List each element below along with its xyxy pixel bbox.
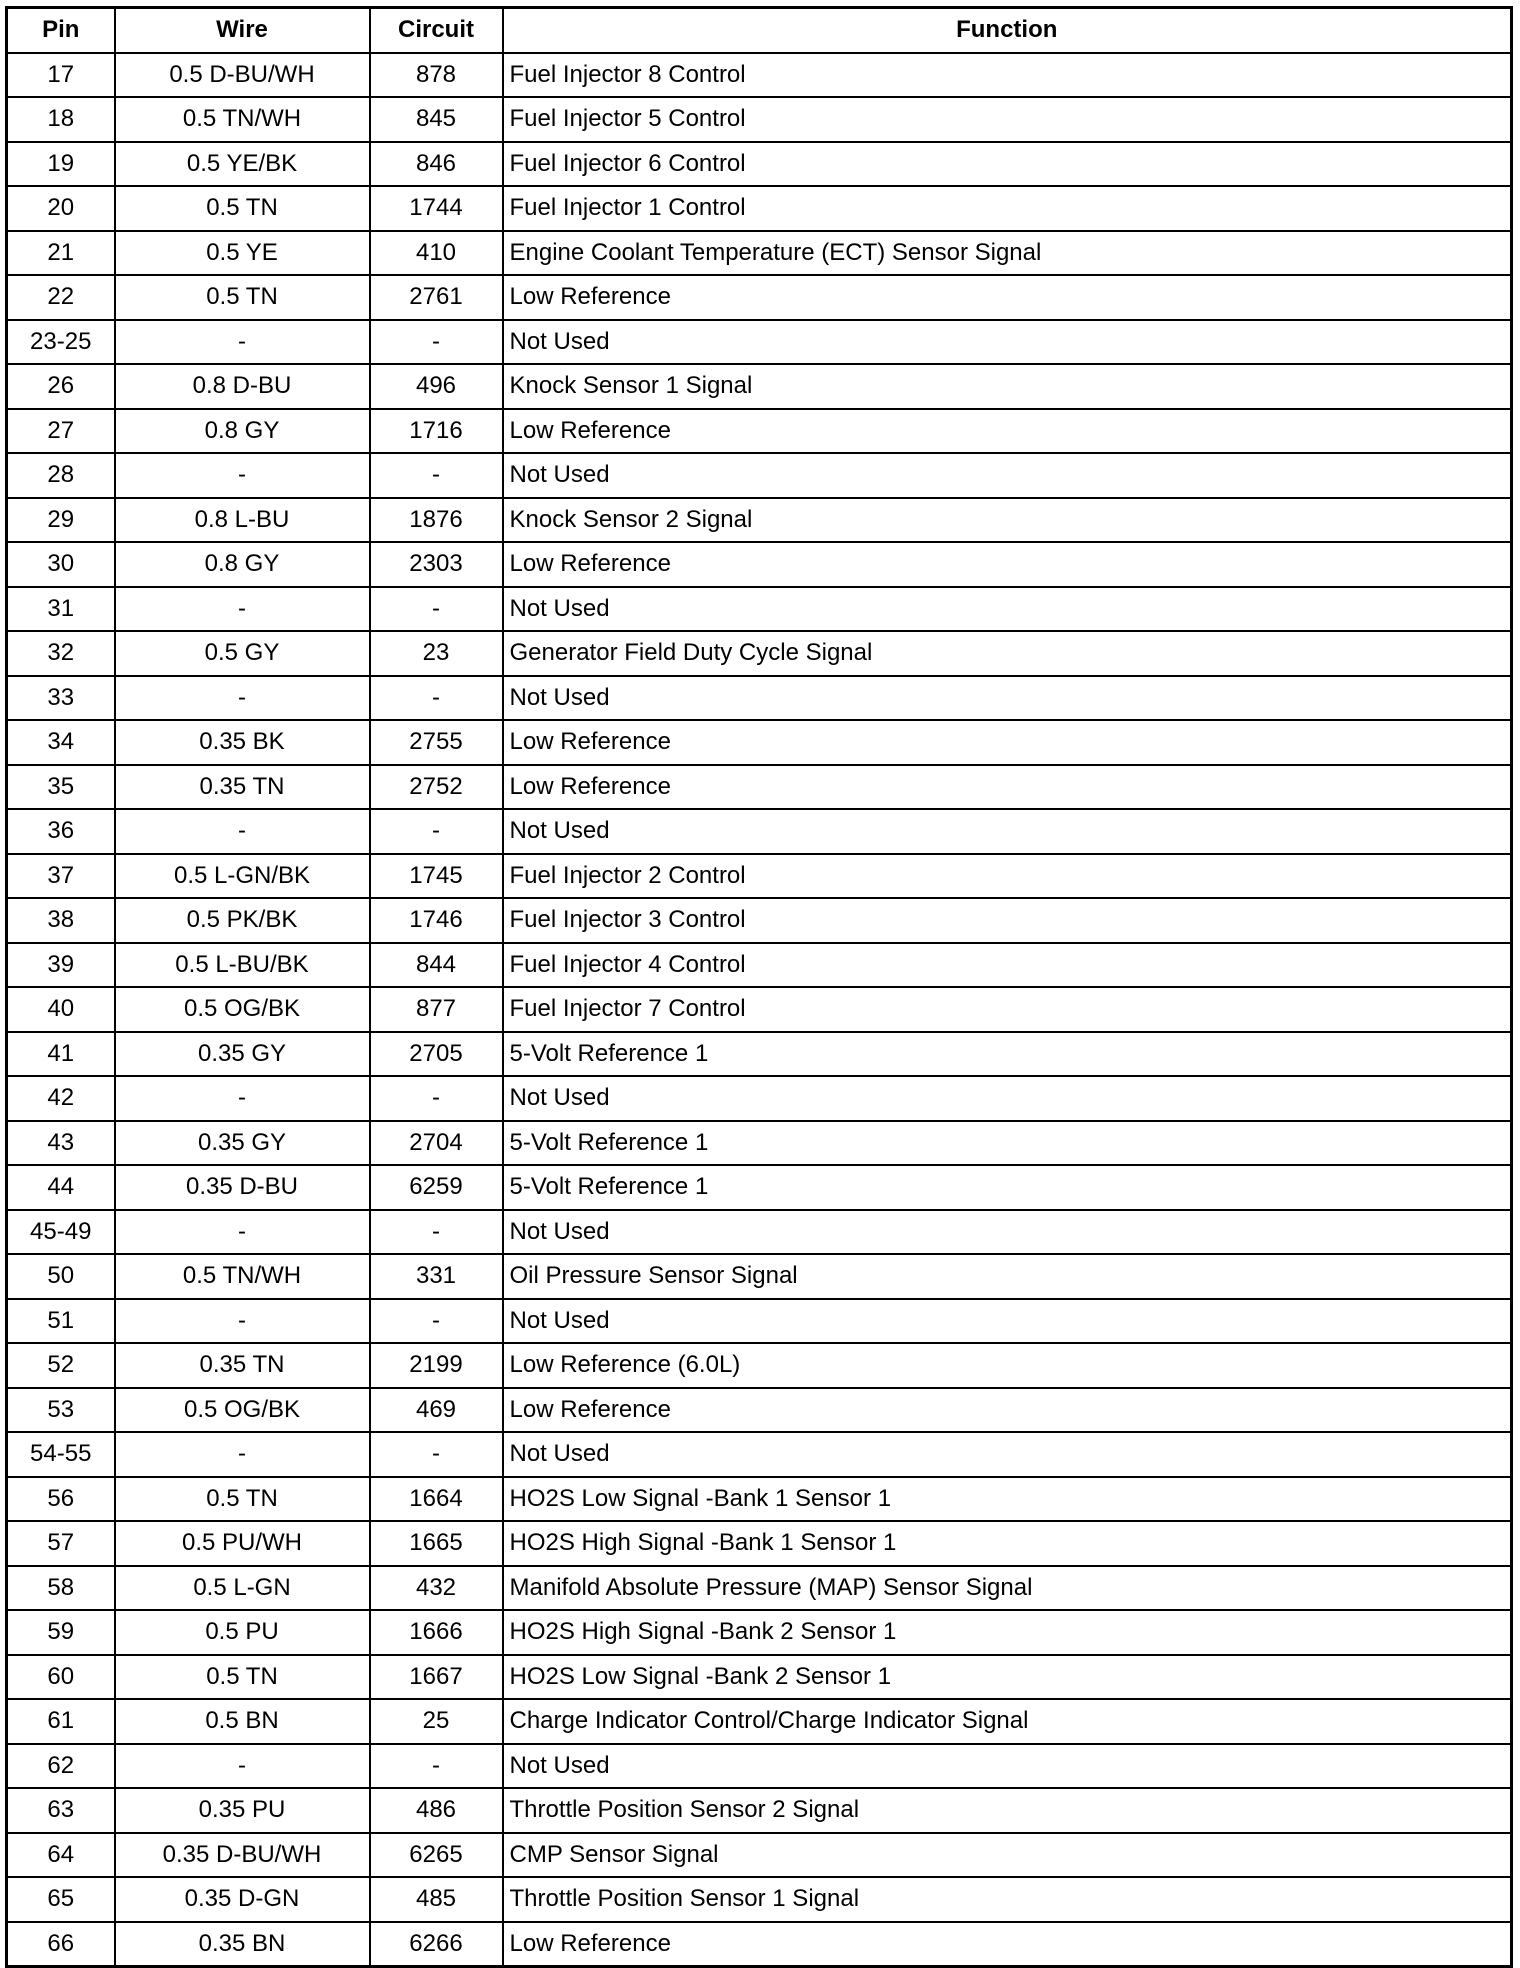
circuit-cell: - — [370, 1432, 503, 1477]
pin-cell: 26 — [7, 364, 115, 409]
function-cell: HO2S Low Signal -Bank 1 Sensor 1 — [503, 1477, 1512, 1522]
wire-cell: 0.35 D-GN — [115, 1877, 370, 1922]
wire-cell: - — [115, 1299, 370, 1344]
circuit-cell: 496 — [370, 364, 503, 409]
circuit-cell: 1876 — [370, 498, 503, 543]
wire-cell: - — [115, 1432, 370, 1477]
pin-cell: 23-25 — [7, 320, 115, 365]
table-row — [7, 1699, 1512, 1744]
table-row — [7, 453, 1512, 498]
table-row — [7, 1521, 1512, 1566]
pin-cell: 37 — [7, 854, 115, 899]
pin-cell: 18 — [7, 97, 115, 142]
table-row — [7, 587, 1512, 632]
circuit-cell: 2199 — [370, 1343, 503, 1388]
circuit-cell: 1745 — [370, 854, 503, 899]
pin-cell: 17 — [7, 53, 115, 98]
function-cell: Not Used — [503, 1744, 1512, 1789]
table-row — [7, 1032, 1512, 1077]
table-row — [7, 1210, 1512, 1255]
pin-cell: 39 — [7, 943, 115, 988]
wire-cell: 0.5 TN/WH — [115, 1254, 370, 1299]
pin-cell: 21 — [7, 231, 115, 276]
pin-cell: 42 — [7, 1076, 115, 1121]
pin-cell: 63 — [7, 1788, 115, 1833]
function-cell: Not Used — [503, 587, 1512, 632]
pin-cell: 66 — [7, 1922, 115, 1967]
function-cell: Throttle Position Sensor 1 Signal — [503, 1877, 1512, 1922]
table-row — [7, 1254, 1512, 1299]
circuit-cell: 1667 — [370, 1655, 503, 1700]
function-cell: Charge Indicator Control/Charge Indicator Signal — [503, 1699, 1512, 1744]
table-body — [7, 53, 1512, 1967]
circuit-cell: 846 — [370, 142, 503, 187]
function-cell: 5-Volt Reference 1 — [503, 1165, 1512, 1210]
pin-cell: 43 — [7, 1121, 115, 1166]
wire-cell: 0.8 GY — [115, 409, 370, 454]
function-cell: Fuel Injector 3 Control — [503, 898, 1512, 943]
wire-cell: 0.8 D-BU — [115, 364, 370, 409]
pin-cell: 45-49 — [7, 1210, 115, 1255]
table-row — [7, 765, 1512, 810]
function-cell: 5-Volt Reference 1 — [503, 1121, 1512, 1166]
wire-cell: 0.5 BN — [115, 1699, 370, 1744]
pin-cell: 36 — [7, 809, 115, 854]
circuit-cell: - — [370, 1076, 503, 1121]
wire-cell: 0.5 L-BU/BK — [115, 943, 370, 988]
wire-cell: - — [115, 809, 370, 854]
function-cell: Not Used — [503, 1210, 1512, 1255]
function-cell: Engine Coolant Temperature (ECT) Sensor Signal — [503, 231, 1512, 276]
table-row — [7, 1744, 1512, 1789]
wire-cell: 0.5 L-GN — [115, 1566, 370, 1611]
table-row — [7, 1833, 1512, 1878]
circuit-cell: - — [370, 453, 503, 498]
function-cell: Low Reference — [503, 1388, 1512, 1433]
pin-cell: 52 — [7, 1343, 115, 1388]
function-cell: Low Reference — [503, 542, 1512, 587]
circuit-cell: - — [370, 1299, 503, 1344]
pin-cell: 38 — [7, 898, 115, 943]
wire-cell: 0.5 TN — [115, 1477, 370, 1522]
pin-cell: 19 — [7, 142, 115, 187]
pin-cell: 50 — [7, 1254, 115, 1299]
circuit-cell: 2705 — [370, 1032, 503, 1077]
table-row — [7, 97, 1512, 142]
function-cell: HO2S Low Signal -Bank 2 Sensor 1 — [503, 1655, 1512, 1700]
pin-cell: 59 — [7, 1610, 115, 1655]
function-cell: Low Reference (6.0L) — [503, 1343, 1512, 1388]
function-cell: Fuel Injector 8 Control — [503, 53, 1512, 98]
wire-cell: 0.35 TN — [115, 1343, 370, 1388]
wire-cell: - — [115, 676, 370, 721]
wire-cell: 0.5 YE/BK — [115, 142, 370, 187]
function-cell: HO2S High Signal -Bank 2 Sensor 1 — [503, 1610, 1512, 1655]
pin-cell: 30 — [7, 542, 115, 587]
circuit-cell: 6266 — [370, 1922, 503, 1967]
table-row — [7, 275, 1512, 320]
wire-cell: 0.35 GY — [115, 1121, 370, 1166]
function-cell: Not Used — [503, 809, 1512, 854]
circuit-cell: 2755 — [370, 720, 503, 765]
circuit-cell: - — [370, 320, 503, 365]
circuit-cell: 1716 — [370, 409, 503, 454]
function-cell: CMP Sensor Signal — [503, 1833, 1512, 1878]
wire-cell: 0.35 GY — [115, 1032, 370, 1077]
function-cell: Fuel Injector 1 Control — [503, 186, 1512, 231]
wire-cell: 0.35 BK — [115, 720, 370, 765]
circuit-cell: 1664 — [370, 1477, 503, 1522]
circuit-cell: - — [370, 1744, 503, 1789]
wire-cell: 0.5 TN — [115, 186, 370, 231]
pin-cell: 60 — [7, 1655, 115, 1700]
wire-cell: - — [115, 1744, 370, 1789]
table-row — [7, 53, 1512, 98]
wire-cell: 0.8 GY — [115, 542, 370, 587]
wire-cell: 0.5 PU/WH — [115, 1521, 370, 1566]
wire-cell: - — [115, 453, 370, 498]
function-cell: Low Reference — [503, 720, 1512, 765]
circuit-cell: 2303 — [370, 542, 503, 587]
header-wire: Wire — [115, 8, 370, 53]
function-cell: Fuel Injector 4 Control — [503, 943, 1512, 988]
function-cell: Low Reference — [503, 765, 1512, 810]
wire-cell: - — [115, 320, 370, 365]
function-cell: Not Used — [503, 453, 1512, 498]
circuit-cell: 485 — [370, 1877, 503, 1922]
pin-cell: 33 — [7, 676, 115, 721]
function-cell: HO2S High Signal -Bank 1 Sensor 1 — [503, 1521, 1512, 1566]
table-row — [7, 1788, 1512, 1833]
function-cell: Knock Sensor 2 Signal — [503, 498, 1512, 543]
circuit-cell: 23 — [370, 631, 503, 676]
wire-cell: 0.35 TN — [115, 765, 370, 810]
wire-cell: 0.5 PK/BK — [115, 898, 370, 943]
function-cell: Knock Sensor 1 Signal — [503, 364, 1512, 409]
circuit-cell: 6265 — [370, 1833, 503, 1878]
function-cell: Not Used — [503, 320, 1512, 365]
table-row — [7, 1388, 1512, 1433]
pin-cell: 34 — [7, 720, 115, 765]
circuit-cell: 432 — [370, 1566, 503, 1611]
function-cell: Generator Field Duty Cycle Signal — [503, 631, 1512, 676]
table-row — [7, 987, 1512, 1032]
table-row — [7, 1165, 1512, 1210]
wire-cell: - — [115, 587, 370, 632]
wire-cell: - — [115, 1210, 370, 1255]
table-row — [7, 854, 1512, 899]
header-row — [7, 8, 1512, 53]
circuit-cell: 877 — [370, 987, 503, 1032]
function-cell: Throttle Position Sensor 2 Signal — [503, 1788, 1512, 1833]
wire-cell: 0.35 D-BU — [115, 1165, 370, 1210]
pin-cell: 56 — [7, 1477, 115, 1522]
table-row — [7, 542, 1512, 587]
table-row — [7, 186, 1512, 231]
table-row — [7, 142, 1512, 187]
pin-cell: 35 — [7, 765, 115, 810]
pin-cell: 20 — [7, 186, 115, 231]
circuit-cell: 1744 — [370, 186, 503, 231]
table-row — [7, 1877, 1512, 1922]
pin-cell: 28 — [7, 453, 115, 498]
function-cell: Not Used — [503, 1432, 1512, 1477]
pin-cell: 31 — [7, 587, 115, 632]
function-cell: Low Reference — [503, 409, 1512, 454]
circuit-cell: 25 — [370, 1699, 503, 1744]
table-row — [7, 498, 1512, 543]
pin-cell: 22 — [7, 275, 115, 320]
table-row — [7, 631, 1512, 676]
wire-cell: 0.35 D-BU/WH — [115, 1833, 370, 1878]
pin-table — [5, 6, 1513, 1968]
table-row — [7, 1121, 1512, 1166]
function-cell: Fuel Injector 2 Control — [503, 854, 1512, 899]
table-row — [7, 1343, 1512, 1388]
circuit-cell: 1666 — [370, 1610, 503, 1655]
circuit-cell: 844 — [370, 943, 503, 988]
table-row — [7, 676, 1512, 721]
wire-cell: 0.5 TN — [115, 1655, 370, 1700]
circuit-cell: 878 — [370, 53, 503, 98]
function-cell: Not Used — [503, 1076, 1512, 1121]
pin-cell: 64 — [7, 1833, 115, 1878]
table-row — [7, 720, 1512, 765]
circuit-cell: - — [370, 676, 503, 721]
pin-cell: 44 — [7, 1165, 115, 1210]
wire-cell: - — [115, 1076, 370, 1121]
wire-cell: 0.5 TN — [115, 275, 370, 320]
wire-cell: 0.5 OG/BK — [115, 1388, 370, 1433]
table-row — [7, 1566, 1512, 1611]
table-row — [7, 364, 1512, 409]
table-row — [7, 1477, 1512, 1522]
circuit-cell: 845 — [370, 97, 503, 142]
circuit-cell: - — [370, 809, 503, 854]
function-cell: Low Reference — [503, 275, 1512, 320]
circuit-cell: 2752 — [370, 765, 503, 810]
circuit-cell: 1665 — [370, 1521, 503, 1566]
table-row — [7, 1299, 1512, 1344]
table-row — [7, 898, 1512, 943]
function-cell: 5-Volt Reference 1 — [503, 1032, 1512, 1077]
function-cell: Manifold Absolute Pressure (MAP) Sensor Signal — [503, 1566, 1512, 1611]
pin-cell: 58 — [7, 1566, 115, 1611]
function-cell: Fuel Injector 5 Control — [503, 97, 1512, 142]
pin-cell: 29 — [7, 498, 115, 543]
wire-cell: 0.35 BN — [115, 1922, 370, 1967]
function-cell: Low Reference — [503, 1922, 1512, 1967]
table-row — [7, 1922, 1512, 1967]
circuit-cell: 6259 — [370, 1165, 503, 1210]
circuit-cell: 331 — [370, 1254, 503, 1299]
wire-cell: 0.5 PU — [115, 1610, 370, 1655]
table-row — [7, 320, 1512, 365]
header-function: Function — [503, 8, 1512, 53]
wire-cell: 0.5 L-GN/BK — [115, 854, 370, 899]
circuit-cell: 410 — [370, 231, 503, 276]
table-row — [7, 1610, 1512, 1655]
pin-cell: 53 — [7, 1388, 115, 1433]
pin-cell: 32 — [7, 631, 115, 676]
table-row — [7, 943, 1512, 988]
table-row — [7, 1655, 1512, 1700]
pin-cell: 51 — [7, 1299, 115, 1344]
function-cell: Oil Pressure Sensor Signal — [503, 1254, 1512, 1299]
circuit-cell: - — [370, 587, 503, 632]
table-row — [7, 1076, 1512, 1121]
circuit-cell: 2704 — [370, 1121, 503, 1166]
pin-cell: 41 — [7, 1032, 115, 1077]
table-row — [7, 409, 1512, 454]
pin-cell: 40 — [7, 987, 115, 1032]
pin-cell: 62 — [7, 1744, 115, 1789]
function-cell: Not Used — [503, 1299, 1512, 1344]
wire-cell: 0.5 OG/BK — [115, 987, 370, 1032]
wire-cell: 0.5 GY — [115, 631, 370, 676]
circuit-cell: 1746 — [370, 898, 503, 943]
function-cell: Fuel Injector 7 Control — [503, 987, 1512, 1032]
function-cell: Fuel Injector 6 Control — [503, 142, 1512, 187]
pin-cell: 54-55 — [7, 1432, 115, 1477]
header-circuit: Circuit — [370, 8, 503, 53]
wire-cell: 0.35 PU — [115, 1788, 370, 1833]
wire-cell: 0.5 TN/WH — [115, 97, 370, 142]
wire-cell: 0.8 L-BU — [115, 498, 370, 543]
table-row — [7, 1432, 1512, 1477]
pin-cell: 27 — [7, 409, 115, 454]
header-pin: Pin — [7, 8, 115, 53]
pin-cell: 57 — [7, 1521, 115, 1566]
circuit-cell: 469 — [370, 1388, 503, 1433]
pin-cell: 65 — [7, 1877, 115, 1922]
wire-cell: 0.5 YE — [115, 231, 370, 276]
circuit-cell: - — [370, 1210, 503, 1255]
table-row — [7, 809, 1512, 854]
table-row — [7, 231, 1512, 276]
function-cell: Not Used — [503, 676, 1512, 721]
circuit-cell: 486 — [370, 1788, 503, 1833]
pin-cell: 61 — [7, 1699, 115, 1744]
circuit-cell: 2761 — [370, 275, 503, 320]
wire-cell: 0.5 D-BU/WH — [115, 53, 370, 98]
